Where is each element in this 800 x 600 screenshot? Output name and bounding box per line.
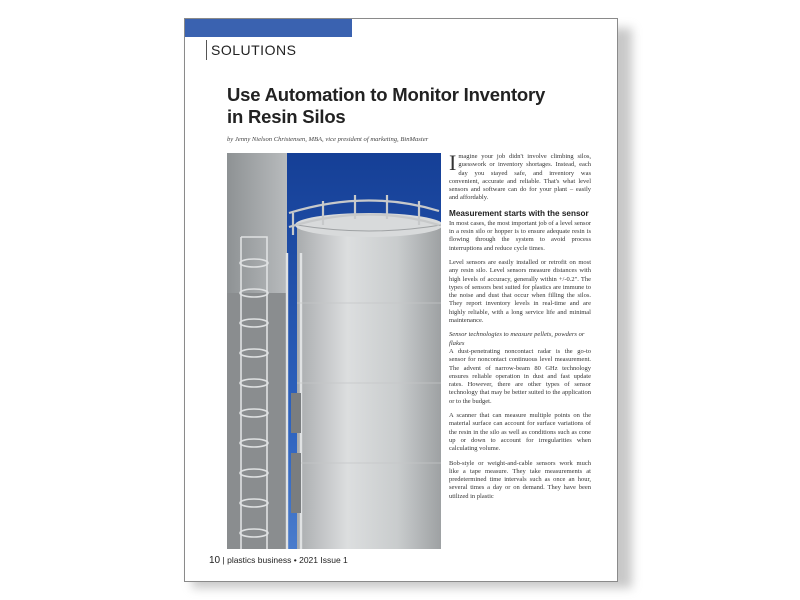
drop-cap: I — [449, 153, 457, 175]
magazine-page — [184, 18, 618, 582]
article-text-column — [449, 153, 591, 553]
intro-text: magine your job didn't involve climbing silos, guesswork or inventory shortages. Instead, each day you stayed safe, and inventory was convenient, accurate and reliable. That's what level sensors and software can do for your plant – easily and affordably. — [449, 153, 591, 202]
page-number: 10 — [209, 555, 221, 566]
body-paragraph: A dust-penetrating noncontact radar is the go-to sensor for noncontact continuous level measurement. The advent of narrow-beam 80 GHz technology ensures reliable operation in dust and fast update rates. However, there are other types of sensor technology that may be better suited to the application or to the budget. — [449, 347, 591, 405]
page-footer — [209, 555, 348, 566]
silo-photo — [227, 153, 441, 549]
intro-paragraph — [449, 153, 591, 203]
footer-separator: | — [222, 555, 225, 565]
subheading: Sensor technologies to measure pellets, powders or flakes — [449, 331, 585, 347]
article-byline: by Jenny Nielson Christensen, MBA, vice president of marketing, BinMaster — [227, 136, 429, 143]
section-label: SOLUTIONS — [206, 40, 296, 60]
body-paragraph: Bob-style or weight-and-cable sensors work much like a tape measure. They take measurements at predetermined time intervals such as once an hour, several times a day or on demand. They have been utilized in plastic — [449, 459, 591, 500]
article-title: Use Automation to Monitor Inventory in Resin Silos — [227, 84, 546, 127]
footer-bullet: • — [293, 555, 297, 565]
section-heading: Measurement starts with the sensor — [449, 208, 589, 218]
publication-name: plastics business — [227, 555, 292, 565]
section-color-bar — [185, 19, 352, 37]
body-paragraph: In most cases, the most important job of a level sensor in a resin silo or hopper is to ensure adequate resin is flowing through the system to avoid process interruptions and reduce cycle times. — [449, 219, 591, 252]
issue-label: 2021 Issue 1 — [299, 555, 348, 565]
body-paragraph: Level sensors are easily installed or retrofit on most any resin silo. Level sensors measure distances with high levels of accuracy, generally within +/-0.2". The types of sensors best suited for plastics are immune to the noise and dust that occur when filling the silos. They report inventory levels in real-time and are highly reliable, with a long service life and minimal maintenance. — [449, 258, 591, 325]
body-paragraph: A scanner that can measure multiple points on the material surface can account for surface variations of the resin in the silo as well as conditions such as cone up or down to account for irregularities when calculating volume. — [449, 412, 591, 453]
